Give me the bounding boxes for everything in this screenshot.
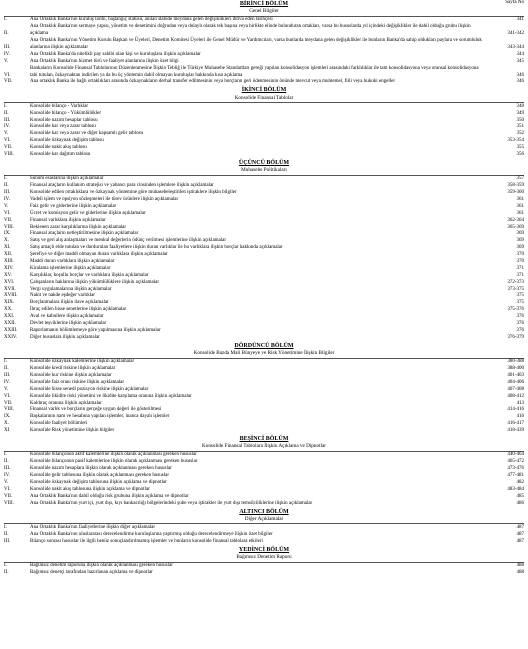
toc-entry[interactable] [4,414,524,421]
toc-entry-text: Borçlanmalara ilişkin ilave açıklamalar [30,300,109,306]
toc-entry[interactable] [4,259,524,266]
toc-entry-number: III. [4,190,11,196]
section-subtitle: Konsolide Bazda Mali Bünyeye ve Risk Yönetimine İlişkin Bilgiler [193,349,335,356]
toc-entry-page: 376-379 [507,334,524,340]
toc-entry[interactable] [4,17,524,24]
section-subtitle: Diğer Açıklamalar [244,515,284,522]
toc-entry-number: VII. [4,400,13,406]
toc-entry[interactable] [4,273,524,280]
toc-entry-page: 401-403 [507,372,524,378]
toc-entry-number: XXII. [4,321,16,327]
toc-entry-text: Finansal araçların kullanım stratejisi ve yabancı para cinsinden işlemlere ilişkin açıklamalar [30,183,214,189]
toc-entry[interactable] [4,359,524,366]
toc-entry-page: 372-373 [507,279,524,285]
toc-entry-number: II. [4,110,9,116]
toc-entry-number: XIX. [4,300,15,306]
toc-entry-number: X. [4,421,9,427]
toc-entry-page: 413 [516,400,524,406]
toc-entry-number: III. [4,45,11,50]
toc-entry-number: III. [4,466,11,472]
toc-entry-number: VII. [4,79,13,85]
toc-entry-number: I. [4,563,7,569]
toc-entry[interactable] [4,152,524,159]
toc-entry-text: Satış ve geri alış anlaşmaları ve menkul değerlerin ödünç verilmesi işlemlerine ilişkin açıklamalar [30,238,227,244]
toc-entry-text: Ana Ortaklık Banka'nın kuruluş tarihi, başlangıç statüsü, anılan statüde meydana gelen değişiklikleri ihtiva eden tarihçesi [30,17,273,23]
toc-entry-page: 473-476 [507,466,524,472]
toc-entry[interactable] [4,52,524,59]
toc-entry-page: 361 [516,210,524,216]
toc-entry-number: V. [4,203,9,209]
toc-entry-page: 361 [516,197,524,203]
toc-entry-page: 345 [516,58,524,64]
toc-entry[interactable] [4,428,524,435]
toc-entry[interactable] [4,24,524,38]
section-title [4,546,524,554]
toc-entry-page: 353-354 [507,138,524,144]
toc-entry-text: Çalışanların haklarına ilişkin yükümlülüklere ilişkin açıklamalar [30,279,159,285]
toc-entry[interactable] [4,466,524,473]
toc-entry-page: 375 [516,300,524,306]
toc-entry-text: Konsolide nazım hesaplar tablosu [30,117,98,123]
toc-entry-number: VI. [4,393,11,399]
toc-entry-text: Beklenen zarar karşılıklarına ilişkin açıklamalar [30,224,127,230]
toc-entry[interactable] [4,118,524,125]
toc-entry-text: Satış amaçlı elde tutulan ve durdurulan faaliyetlere ilişkin duran varlıklar ile bu varlıklara ilişkin borçlar hakkında açıklamalar [30,245,283,251]
toc-entry-number: VIII. [4,152,14,158]
toc-entry-text: Konsolide hisse senedi pozisyon riskine ilişkin açıklamalar [30,386,149,392]
toc-entry[interactable] [4,145,524,152]
toc-entry-page: 416 [516,414,524,420]
toc-entry-page: 371 [516,272,524,278]
section-title [4,159,524,167]
toc-entry[interactable] [4,407,524,414]
toc-entry-number: XX. [4,307,13,313]
toc-entry-text: Konsolide bilanço - Varlıklar [30,103,89,109]
toc-entry-number: I. [4,176,7,182]
toc-entry-number: I. [4,359,7,365]
toc-entry[interactable] [4,380,524,387]
toc-entry[interactable] [4,293,524,300]
section-subtitle: Konsolide Finansal Tablolara İlişkin Açıklama ve Dipnotlar [201,443,326,450]
toc-entry[interactable] [4,321,524,328]
toc-entry-text: Konsolide kar veya zarar ve diğer kapsamlı gelir tablosu [30,131,144,137]
toc-entry-text: Konsolide edilen ortaklıklara ve özkaynak yöntemine göre muhasebeleştirilen iştiraklere ilişkin bilgiler [30,190,237,196]
toc-entry[interactable] [4,394,524,401]
toc-entry-page: 487 [516,538,524,544]
toc-entry-text: Maddi duran varlıklara ilişkin açıklamalar [30,259,115,265]
toc-entry-text: Aval ve kabullere ilişkin açıklamalar [30,314,104,320]
toc-entry-page: 348 [516,103,524,109]
toc-entry-text: Nakit ve nakde eşdeğer varlıklar [30,293,95,299]
toc-entry-text: Ana Ortaklık Banka'nın uluslararası derecelendirme kuruluşlarına yaptırmış olduğu derecelendirmeye ilişkin özet bilgiler [30,531,273,537]
toc-entry-text: Ana Ortaklık Banka'da nitelikli pay sahibi olan kişi ve kuruluşlara ilişkin açıklamalar [30,51,201,57]
toc-entry-number: XXIII. [4,327,18,333]
toc-entry-page: 352 [516,131,524,137]
toc-entry[interactable] [4,452,524,459]
toc-entry-number: XIV. [4,265,14,271]
toc-entry[interactable] [4,252,524,259]
section-title [4,342,524,350]
toc-entry-page: 414-416 [507,407,524,413]
toc-entry-page: 351 [516,124,524,130]
section-title [4,86,524,94]
toc-entry[interactable] [4,280,524,287]
toc-entry-text: Konsolide nazım hesaplara ilişkin olarak açıklanması gereken hususlar [30,466,172,472]
toc-entry[interactable] [4,38,524,52]
toc-entry-number: XVIII. [4,293,18,299]
toc-entry[interactable] [4,124,524,131]
toc-entry-text: Vergi uygulamalarına ilişkin açıklamalar [30,286,112,292]
toc-entry-page: 487 [516,531,524,537]
toc-entry-number: I. [4,452,7,458]
toc-entry-number: VIII. [4,224,14,230]
toc-entry-number: XV. [4,272,12,278]
toc-entry[interactable] [4,111,524,118]
toc-entry[interactable] [4,190,524,197]
section-title-text: YEDİNCİ BÖLÜM [238,546,290,553]
toc-entry-page: 408-412 [507,393,524,399]
section-title [4,435,524,443]
toc-entry-text: Konsolide özkaynak değişim tablosuna ilişkin açıklama ve dipnotlar [30,479,167,485]
toc-entry-page: 341 [516,17,524,23]
toc-entry[interactable] [4,104,524,111]
toc-entry-number: XVI. [4,279,15,285]
toc-entry[interactable] [4,138,524,145]
toc-entry[interactable] [4,401,524,408]
toc-entry-text: Konsolide nakit akış tablosuna ilişkin açıklama ve dipnotlar [30,486,150,492]
toc-entry-number: VII. [4,145,13,151]
toc-entry-page: 346 [516,72,524,78]
toc-entry-text: Konsolide kur riskine ilişkin açıklamalar [30,372,112,378]
toc-entry-number: II. [4,31,9,37]
toc-entry-number: XVII. [4,286,16,292]
toc-entry-text: Diğer hususlara ilişkin açıklamalar [30,334,100,340]
toc-entry-number: IX. [4,414,11,420]
toc-entry-page: 369 [516,238,524,244]
section-subtitle: Genel Bilgiler [249,8,279,15]
toc-entry-number: III. [4,538,11,544]
toc-entry-page: 487 [516,524,524,530]
toc-entry[interactable] [4,366,524,373]
toc-entry[interactable] [4,421,524,428]
toc-entry[interactable] [4,197,524,204]
toc-entry-page: 488 [516,569,524,575]
toc-entry[interactable] [4,176,524,183]
toc-entry-page: 376 [516,321,524,327]
section-title-text: ÜÇÜNCÜ BÖLÜM [238,159,290,166]
toc-entry[interactable] [4,335,524,342]
toc-entry[interactable] [4,266,524,273]
toc-entry-number: VI. [4,72,11,78]
section-title-text: İKİNCİ BÖLÜM [241,87,287,94]
toc-entry-page: 488 [516,563,524,569]
toc-entry-number: XI. [4,245,11,251]
toc-entry[interactable] [4,231,524,238]
toc-entry-page: 344 [516,51,524,57]
toc-entry-text: Konsolide likidite riski yönetimi ve likidite karşılama oranına ilişkin açıklamalar [30,393,192,399]
toc-entry-number: XI [4,428,10,434]
toc-entry-page: 416-417 [507,421,524,427]
toc-entry-text: Konsolide kar dağıtım tablosu [30,152,91,158]
section-title-text: DÖRDÜNCÜ BÖLÜM [234,342,294,349]
toc-entry-text: Vadeli işlem ve opsiyon sözleşmeleri ile türev ürünlere ilişkin açıklamalar [30,197,179,203]
toc-entry-number: XII. [4,252,13,258]
toc-entry-text: Ana Ortaklık Banka'nın Yönetim Kurulu Başkan ve Üyeleri, Denetim Komitesi Üyeleri ile Genel Müdür ve Yardımcıları, varsa bunlarda meydana gelen değişiklikler ile bunların Banka'da sahip oldukları paylara ve sorumluluk alanlarına ilişkin açıklamalar [30,38,482,50]
toc-entry-number: VI. [4,138,11,144]
toc-entry-text: Devlet teşviklerine ilişkin açıklamalar [30,321,107,327]
toc-entry-text: Ana Ortaklık Banka'nın hizmet türü ve faaliyet alanlarına ilişkin özet bilgi [30,58,179,64]
toc-entry-text: Kiralama işlemlerine ilişkin açıklamalar [30,265,111,271]
toc-entry-number: VIII. [4,407,14,413]
toc-entry-page: 350 [516,117,524,123]
toc-entry-text: Karşılıklar, koşullu borçlar ve varlıklara ilişkin açıklamalar [30,272,149,278]
toc-entry-text: Ana Ortaklık Banka'nın faaliyetlerine ilişkin diğer açıklamalar [30,524,156,530]
toc-entry[interactable] [4,328,524,335]
toc-entry-page: 343-344 [507,45,524,50]
toc-entry[interactable] [4,314,524,321]
toc-entry[interactable] [4,459,524,466]
table-of-contents [4,0,524,577]
toc-entry-number: IV. [4,473,10,479]
toc-entry-number: I. [4,524,7,530]
toc-entry-number: III. [4,372,11,378]
toc-entry-number: II. [4,569,9,575]
section-title [4,508,524,516]
section-title-text: BEŞİNCİ BÖLÜM [239,435,289,442]
toc-entry-number: V. [4,131,9,137]
section-title-text: ALTINCI BÖLÜM [239,508,289,515]
section-subtitle: Konsolide Finansal Tablolar [234,94,294,101]
toc-entry-number: IV. [4,124,10,130]
toc-entry[interactable] [4,211,524,218]
toc-entry-page: 359-360 [507,190,524,196]
section-title [4,0,524,8]
page-column-label: Sayfa No [505,0,524,5]
toc-entry-page: 358-359 [507,183,524,189]
toc-entry-text: Başkalarının nam ve hesabına yapılan işlemler, inanca dayalı işlemler [30,414,170,420]
toc-entry[interactable] [4,245,524,252]
toc-entry-text: Konsolide bilançonun aktif kalemlerine ilişkin olarak açıklanması gereken hususlar [30,452,197,458]
toc-entry-text: Konsolide bilançonun pasif kalemlerine ilişkin olarak açıklanması gereken hususlar [30,459,198,465]
toc-entry[interactable] [4,373,524,380]
toc-entry[interactable] [4,501,524,508]
toc-entry[interactable] [4,494,524,501]
toc-entry[interactable] [4,480,524,487]
toc-entry-page: 407-408 [507,386,524,392]
toc-entry-page: 346 [516,79,524,85]
toc-entry-number: V. [4,386,9,392]
toc-entry-text: Konsolide kredi riskine ilişkin açıklamalar [30,366,116,372]
toc-entry-page: 483-484 [507,486,524,492]
toc-entry-text: Ana Ortaklık Banka'nın dahil olduğu risk grubuna ilişkin açıklama ve dipnotlar [30,493,189,499]
toc-entry-text: İhraç edilen hisse senetlerine ilişkin açıklamalar [30,307,127,313]
toc-entry-page: 356 [516,152,524,158]
toc-entry[interactable] [4,570,524,577]
toc-entry-number: IX. [4,231,11,237]
toc-entry-page: 440-464 [507,452,524,458]
toc-entry-page: 369 [516,245,524,251]
toc-entry-number: VI. [4,486,11,492]
toc-entry-number: IV. [4,51,10,57]
toc-entry-text: Konsolide Risk yönetimine ilişkin bilgiler [30,428,115,434]
section-subtitle: Muhasebe Politikaları [241,167,287,174]
toc-entry-text: Sunum esaslarına ilişkin açıklamalar [30,176,104,182]
toc-entry-page: 362-364 [507,217,524,223]
toc-entry-number: II. [4,366,9,372]
toc-entry[interactable] [4,563,524,570]
toc-entry-number: VII. [4,217,13,223]
toc-entry-number: I. [4,17,7,23]
toc-entry-number: VIII. [4,500,14,506]
toc-entry-number: IV. [4,197,10,203]
toc-entry-page: 376 [516,327,524,333]
toc-entry-text: Bağımsız denetçi tarafından hazırlanan açıklama ve dipnotlar [30,569,153,575]
toc-entry[interactable] [4,59,524,66]
toc-entry-text: Ücret ve komisyon gelir ve giderlerine ilişkin açıklamalar [30,210,146,216]
toc-entry-page: 404-406 [507,379,524,385]
toc-entry-text: Finansal varlıklara ilişkin açıklamalar [30,217,106,223]
toc-entry-page: 486 [516,500,524,506]
toc-entry-page: 349 [516,110,524,116]
toc-entry-page: 357 [516,176,524,182]
toc-entry-text: Konsolide kar veya zarar tablosu [30,124,96,130]
toc-entry-text: Raporlamanın bölümlemeye göre yapılmasına ilişkin açıklamalar [30,327,161,333]
toc-entry[interactable] [4,473,524,480]
toc-entry-text: Konsolide faiz oranı riskine ilişkin açıklamalar [30,379,124,385]
toc-entry-number: VI. [4,210,11,216]
toc-entry-number: III. [4,117,11,123]
toc-entry-page: 375-376 [507,307,524,313]
toc-entry-page: 370 [516,259,524,265]
toc-entry-number: XXIV. [4,334,18,340]
toc-entry-number: II. [4,183,9,189]
toc-entry-text: Şerefiye ve diğer maddi olmayan duran varlıklara ilişkin açıklamalar [30,252,168,258]
section-subtitle: Bağımsız Denetim Raporu [236,553,292,560]
toc-entry[interactable] [4,487,524,494]
toc-entry-page: 369 [516,231,524,237]
toc-entry-text: Ana ortaklık Banka ile bağlı ortaklıkları arasında özkaynakların derhal transfer edilmesinin veya borçların geri ödenmesinin önünde mevcut veya muhtemel, fiili veya hukuki engeller [30,79,396,85]
toc-entry-page: 376 [516,314,524,320]
toc-entry-number: XXI. [4,314,15,320]
toc-entry-number: IV. [4,379,10,385]
toc-entry[interactable] [4,183,524,190]
toc-entry[interactable] [4,79,524,86]
toc-entry-text: Konsolide faaliyet bölümleri [30,421,88,427]
toc-entry[interactable] [4,66,524,80]
toc-entry-page: 370 [516,252,524,258]
section-title-text: BİRİNCİ BÖLÜM [239,1,289,7]
toc-entry-number: II. [4,459,9,465]
toc-entry-number: X. [4,238,9,244]
toc-entry-text: Konsolide bilanço - Yükümlülükler [30,110,102,116]
toc-entry-text: Ana Ortaklık Banka'nın yurt içi, yurt dışı, kıyı bankacılığı bölgelerindeki şube veya iştirakler ile yurt dışı temsilciliklerine ilişkin açıklamalar [30,500,313,506]
toc-entry-text: Bağımsız denetim raporuna ilişkin olarak açıklanması gereken hususlar [30,563,173,569]
toc-entry-text: Faiz gelir ve giderlerine ilişkin açıklamalar [30,203,117,209]
toc-entry-text: Bilanço sonrası hususlar ile ilgili henüz sonuçlandırılmamış işlemler ve bunların konsolide finansal tablolara etkileri [30,538,263,544]
toc-entry-page: 373-375 [507,286,524,292]
toc-entry-page: 465-472 [507,459,524,465]
toc-entry-page: 485 [516,493,524,499]
toc-entry-page: 482 [516,479,524,485]
toc-entry-number: II. [4,531,9,537]
toc-entry-page: 355 [516,145,524,151]
toc-entry-page: 388-400 [507,366,524,372]
toc-entry[interactable] [4,218,524,225]
toc-entry-text: Ana Ortaklık Banka'nın sermaye yapısı, yönetim ve denetimini doğrudan veya dolaylı olarak tek başına veya birlikte elinde bulunduran ortakları, varsa bu hususlarda yıl içindeki değişiklikler ile dahil olduğu grubu ilişkin açıklama [30,24,471,37]
toc-entry[interactable] [4,204,524,211]
toc-entry-number: I. [4,103,7,109]
toc-entry-text: Kaldıraç oranına ilişkin açıklamalar [30,400,102,406]
toc-entry[interactable] [4,238,524,245]
toc-entry-page: 418-439 [507,428,524,434]
toc-entry[interactable] [4,525,524,532]
toc-entry-text: Finansal araçların netleştirilmesine ilişkin açıklamalar [30,231,139,237]
toc-entry-text: Konsolide gelir tablosuna ilişkin olarak açıklanması gereken hususlar [30,473,169,479]
toc-entry-page: 477-481 [507,473,524,479]
toc-entry[interactable] [4,307,524,314]
toc-entry[interactable] [4,225,524,232]
toc-entry-text: Konsolide özkaynak kalemlerine ilişkin açıklamalar [30,359,135,365]
toc-entry-page: 365-369 [507,224,524,230]
toc-entry-page: 341-342 [507,31,524,37]
toc-entry-page: 375 [516,293,524,299]
toc-entry-page: 361 [516,203,524,209]
toc-entry[interactable] [4,532,524,539]
toc-entry-text: Finansal varlık ve borçların gerçeğe uygun değeri ile gösterilmesi [30,407,162,413]
toc-entry[interactable] [4,287,524,294]
toc-entry-text: Konsolide nakit akış tablosu [30,145,87,151]
toc-entry-page: 380-388 [507,359,524,365]
toc-entry-number: V. [4,58,9,64]
toc-entry[interactable] [4,131,524,138]
toc-entry[interactable] [4,387,524,394]
toc-entry-number: VII. [4,493,13,499]
toc-entry-number: XIII. [4,259,14,265]
toc-entry-text: Konsolide özkaynak değişim tablosu [30,138,104,144]
toc-entry-page: 371 [516,265,524,271]
toc-entry-number: V. [4,479,9,485]
toc-entry-text: Bankaların Konsolide Finansal Tablolarının Düzenlenmesine İlişkin Tebliğ ile Türkiye Muhasebe Standartları gereği yapılan konsolidasyon işlemleri arasındaki farklılıklar ile tam konsolidasyona veya oransal konsolidasyona tabi tutulan, özkaynaktan indirilen ya da bu üç yöntemin dahil olmayan kuruluşlar hakkında kısa açıklama [30,65,479,78]
toc-entry[interactable] [4,539,524,546]
